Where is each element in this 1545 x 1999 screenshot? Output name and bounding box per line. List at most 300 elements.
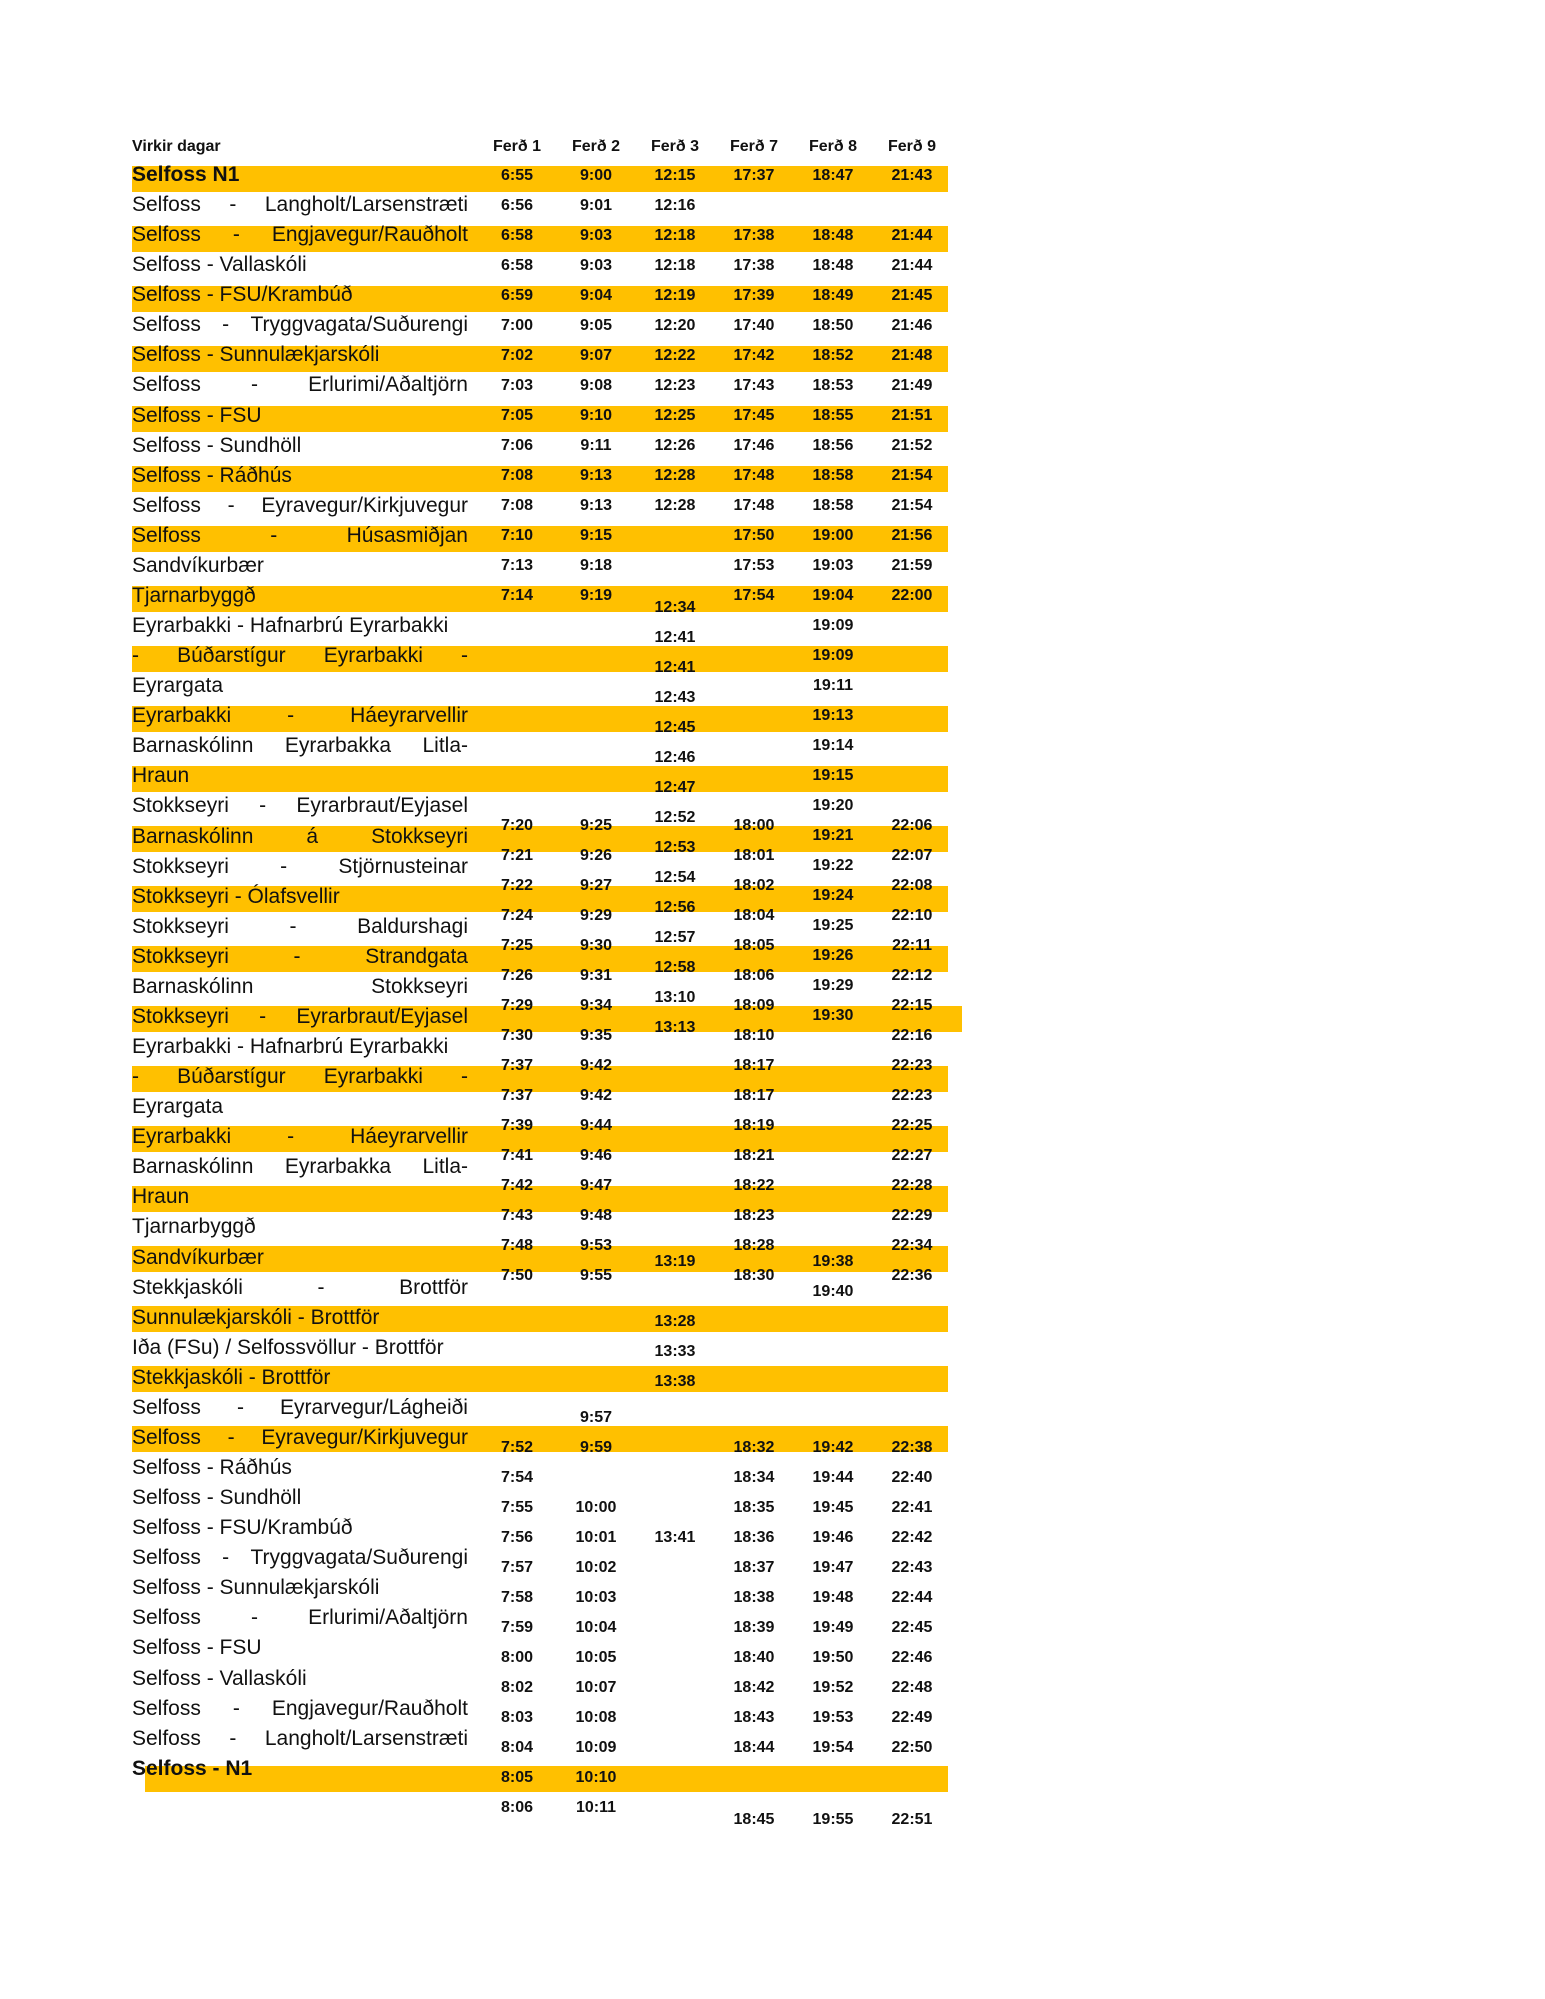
stop-name-part: Engjavegur/Rauðholt [271,1697,468,1720]
ferd-7-departure-time: 17:39 [733,287,775,304]
ferd-8-departure-time: 19:40 [812,1283,854,1300]
ferd-7-departure-time: 18:23 [733,1207,775,1224]
ferd-2-departure-time: 10:00 [575,1499,617,1516]
ferd-1-departure-time: 7:03 [500,377,534,394]
ferd-9-departure-time: 21:43 [891,167,933,184]
ferd-7-departure-time: 18:00 [733,817,775,834]
ferd-8-departure-time: 19:04 [812,587,854,604]
stop-name [132,1212,468,1242]
ferd-2-departure-time: 9:44 [579,1117,613,1134]
stop-name-part: - [287,704,295,727]
ferd-1-departure-time: 6:55 [500,167,534,184]
ferd-7-departure-time: 17:53 [733,557,775,574]
ferd-7-departure-time: 18:34 [733,1469,775,1486]
ferd-3-departure-time: 12:18 [654,227,696,244]
stop-name-part: - [229,193,237,216]
stop-name-part: - [132,1065,139,1088]
ferd-2-departure-time: 9:07 [579,347,613,364]
ferd-7-departure-time: 18:37 [733,1559,775,1576]
stop-name-part: Stokkseyri [132,945,229,968]
ferd-8-departure-time: 18:47 [812,167,854,184]
timetable-title: Virkir dagar [132,138,221,155]
ferd-7-departure-time: 18:05 [733,937,775,954]
ferd-9-departure-time: 22:40 [891,1469,933,1486]
ferd-8-departure-time: 19:03 [812,557,854,574]
stop-name-part: - [259,794,267,817]
ferd-8-departure-time: 19:13 [812,707,854,724]
stop-name-part: Hraun [132,764,190,787]
stop-name [132,220,468,250]
stop-name [132,1002,468,1032]
ferd-1-departure-time: 6:58 [500,257,534,274]
ferd-8-departure-time: 18:58 [812,467,854,484]
stop-name-part: Erlurimi/Aðaltjörn [308,373,468,396]
stop-name-part: Stokkseyri [132,794,229,817]
stop-name-part: Stekkjaskóli [132,1276,243,1299]
ferd-1-departure-time: 6:56 [500,197,534,214]
stop-name-part: Barnaskólinn [132,825,254,848]
ferd-1-departure-time: 7:39 [500,1117,534,1134]
ferd-1-departure-time: 7:42 [500,1177,534,1194]
stop-name-part: Stekkjaskóli - Brottför [132,1366,331,1389]
stop-name-part: - [250,1606,258,1629]
stop-name-part: Eyrarbraut/Eyjasel [296,1005,468,1028]
ferd-8-departure-time: 19:26 [812,947,854,964]
stop-name [132,972,468,1002]
ferd-1-departure-time: 7:05 [500,407,534,424]
stop-name-part: Selfoss [132,373,201,396]
stop-name-part: Tjarnarbyggð [132,584,256,607]
stop-name [132,1363,468,1393]
stop-name [132,340,468,370]
ferd-2-departure-time: 9:42 [579,1087,613,1104]
stop-name-part: Eyrarvegur/Lágheiði [280,1396,468,1419]
stop-name-part: Selfoss - Sunnulækjarskóli [132,1576,380,1599]
stop-name-part: Brottför [399,1276,468,1299]
ferd-2-departure-time: 9:35 [579,1027,613,1044]
ferd-1-departure-time: 7:59 [500,1619,534,1636]
ferd-3-departure-time: 12:16 [654,197,696,214]
ferd-3-departure-time: 12:23 [654,377,696,394]
ferd-2-departure-time: 10:02 [575,1559,617,1576]
ferd-1-departure-time: 7:10 [500,527,534,544]
stop-name-part: Selfoss - Sundhöll [132,434,302,457]
stop-name-part: Selfoss [132,1606,201,1629]
ferd-2-departure-time: 9:01 [579,197,613,214]
ferd-3-departure-time: 12:53 [654,839,696,856]
stop-name-part: Eyrarbakki [132,1125,232,1148]
ferd-7-departure-time: 18:38 [733,1589,775,1606]
ferd-1-departure-time: 7:08 [500,467,534,484]
ferd-8-departure-time: 19:00 [812,527,854,544]
ferd-3-departure-time: 12:18 [654,257,696,274]
stop-name [132,912,468,942]
ferd-7-departure-time: 18:30 [733,1267,775,1284]
ferd-7-departure-time: 17:50 [733,527,775,544]
ferd-3-departure-time: 12:41 [654,659,696,676]
ferd-7-departure-time: 18:02 [733,877,775,894]
stop-name-part: Eyrargata [132,1095,224,1118]
ferd-1-departure-time: 7:14 [500,587,534,604]
ferd-7-departure-time: 17:42 [733,347,775,364]
stop-name [132,190,468,220]
ferd-2-departure-time: 9:47 [579,1177,613,1194]
stop-name-part: - [132,644,139,667]
ferd-8-departure-time: 19:42 [812,1439,854,1456]
ferd-8-departure-time: 18:48 [812,227,854,244]
ferd-7-departure-time: 18:09 [733,997,775,1014]
ferd-7-departure-time: 17:43 [733,377,775,394]
stop-name-part: Litla- [422,734,468,757]
ferd-3-departure-time: 13:28 [654,1313,696,1330]
stop-name-part: Selfoss - Sunnulækjarskóli [132,343,380,366]
stop-name-part: - [280,855,288,878]
ferd-8-departure-time: 19:22 [812,857,854,874]
ferd-1-departure-time: 6:59 [500,287,534,304]
ferd-1-departure-time: 7:37 [500,1087,534,1104]
ferd-1-departure-time: 7:37 [500,1057,534,1074]
ferd-3-departure-time: 12:26 [654,437,696,454]
stop-name-part: - [222,313,230,336]
ferd-8-departure-time: 19:09 [812,647,854,664]
stop-name-part: Selfoss [132,1546,201,1569]
stop-name-part: Selfoss [132,193,201,216]
ferd-2-departure-time: 10:07 [575,1679,617,1696]
stop-name-part: - [250,373,258,396]
ferd-8-departure-time: 18:52 [812,347,854,364]
ferd-9-departure-time: 22:29 [891,1207,933,1224]
stop-name-part: Barnaskólinn [132,1155,254,1178]
ferd-7-departure-time: 17:48 [733,467,775,484]
ferd-8-departure-time: 18:56 [812,437,854,454]
stop-name-part: Stokkseyri [132,915,229,938]
ferd-9-departure-time: 22:48 [891,1679,933,1696]
ferd-3-departure-time: 12:25 [654,407,696,424]
ferd-8-departure-time: 18:50 [812,317,854,334]
stop-name-part: Sandvíkurbær [132,1246,264,1269]
ferd-1-departure-time: 7:24 [500,907,534,924]
ferd-1-departure-time: 7:58 [500,1589,534,1606]
trip-header-1: Ferð 1 [492,138,541,155]
ferd-9-departure-time: 22:28 [891,1177,933,1194]
ferd-7-departure-time: 18:40 [733,1649,775,1666]
ferd-2-departure-time: 9:25 [579,817,613,834]
ferd-7-departure-time: 18:01 [733,847,775,864]
ferd-7-departure-time: 18:22 [733,1177,775,1194]
ferd-9-departure-time: 22:41 [891,1499,933,1516]
stop-name [132,611,468,641]
stop-name-part: Selfoss - Ráðhús [132,464,292,487]
ferd-9-departure-time: 21:54 [891,467,933,484]
ferd-7-departure-time: 17:38 [733,227,775,244]
ferd-9-departure-time: 22:15 [891,997,933,1014]
ferd-7-departure-time: 17:54 [733,587,775,604]
ferd-7-departure-time: 18:39 [733,1619,775,1636]
ferd-9-departure-time: 22:43 [891,1559,933,1576]
ferd-2-departure-time: 10:10 [575,1769,617,1786]
ferd-2-departure-time: 9:03 [579,257,613,274]
ferd-9-departure-time: 22:16 [891,1027,933,1044]
ferd-2-departure-time: 9:46 [579,1147,613,1164]
ferd-9-departure-time: 21:44 [891,257,933,274]
stop-name-part: Háeyrarvellir [350,704,468,727]
ferd-2-departure-time: 9:30 [579,937,613,954]
stop-name-part: Erlurimi/Aðaltjörn [308,1606,468,1629]
ferd-1-departure-time: 7:06 [500,437,534,454]
stop-name-part: - [317,1276,325,1299]
ferd-3-departure-time: 12:34 [654,599,696,616]
ferd-7-departure-time: 18:43 [733,1709,775,1726]
stop-name-part: - [461,1065,468,1088]
ferd-1-departure-time: 7:55 [500,1499,534,1516]
ferd-3-departure-time: 12:52 [654,809,696,826]
stop-name-part: Selfoss [132,1697,201,1720]
stop-name-part: Selfoss - Vallaskóli [132,253,307,276]
ferd-2-departure-time: 9:04 [579,287,613,304]
ferd-8-departure-time: 19:29 [812,977,854,994]
ferd-9-departure-time: 22:06 [891,817,933,834]
stop-name-part: - [232,1697,240,1720]
ferd-7-departure-time: 18:04 [733,907,775,924]
ferd-1-departure-time: 8:04 [500,1739,534,1756]
ferd-9-departure-time: 22:51 [891,1811,933,1828]
ferd-8-departure-time: 19:45 [812,1499,854,1516]
ferd-1-departure-time: 7:26 [500,967,534,984]
ferd-3-departure-time: 12:56 [654,899,696,916]
stop-name-part: Eyrarbakki - Hafnarbrú Eyrarbakki [132,614,449,637]
ferd-2-departure-time: 9:27 [579,877,613,894]
ferd-3-departure-time: 12:58 [654,959,696,976]
ferd-2-departure-time: 9:03 [579,227,613,244]
ferd-7-departure-time: 17:37 [733,167,775,184]
ferd-9-departure-time: 22:00 [891,587,933,604]
ferd-3-departure-time: 13:10 [654,989,696,1006]
ferd-3-departure-time: 12:19 [654,287,696,304]
ferd-8-departure-time: 18:58 [812,497,854,514]
stop-name-part: Baldurshagi [357,915,468,938]
stop-name-part: Eyrarbakki [323,1065,423,1088]
stop-name-part: Stokkseyri [371,825,468,848]
stop-name [132,461,468,491]
stop-name-part: Selfoss N1 [132,163,240,186]
ferd-8-departure-time: 19:25 [812,917,854,934]
stop-name [132,1062,468,1092]
stop-name-part: Stokkseyri [132,855,229,878]
ferd-2-departure-time: 9:08 [579,377,613,394]
ferd-7-departure-time: 18:19 [733,1117,775,1134]
stop-name-part: Eyrarbakki [132,704,232,727]
ferd-8-departure-time: 19:09 [812,617,854,634]
ferd-1-departure-time: 8:02 [500,1679,534,1696]
stop-name-part: Eyravegur/Kirkjuvegur [261,1426,468,1449]
stop-name [132,882,468,912]
ferd-1-departure-time: 7:21 [500,847,534,864]
stop-name-part: Strandgata [365,945,468,968]
ferd-2-departure-time: 9:29 [579,907,613,924]
stop-name [132,160,468,190]
stop-name [132,1333,468,1363]
stop-name [132,1573,468,1603]
ferd-2-departure-time: 10:04 [575,1619,617,1636]
stop-name-part: - [232,223,240,246]
ferd-9-departure-time: 22:36 [891,1267,933,1284]
stop-name [132,1182,468,1212]
ferd-1-departure-time: 7:57 [500,1559,534,1576]
ferd-1-departure-time: 7:13 [500,557,534,574]
ferd-3-departure-time: 12:28 [654,467,696,484]
stop-name [132,1032,468,1062]
stop-name [132,581,468,611]
stop-name-part: Barnaskólinn [132,975,254,998]
ferd-9-departure-time: 22:42 [891,1529,933,1546]
ferd-8-departure-time: 19:52 [812,1679,854,1696]
ferd-1-departure-time: 7:50 [500,1267,534,1284]
ferd-1-departure-time: 8:05 [500,1769,534,1786]
ferd-3-departure-time: 13:13 [654,1019,696,1036]
stop-name [132,401,468,431]
ferd-8-departure-time: 19:54 [812,1739,854,1756]
stop-name [132,491,468,521]
ferd-3-departure-time: 12:45 [654,719,696,736]
trip-header-7: Ferð 7 [729,138,778,155]
stop-name [132,431,468,461]
stop-name [132,250,468,280]
ferd-9-departure-time: 21:48 [891,347,933,364]
ferd-9-departure-time: 21:51 [891,407,933,424]
ferd-8-departure-time: 18:53 [812,377,854,394]
stop-name-part: - [287,1125,295,1148]
ferd-1-departure-time: 7:08 [500,497,534,514]
stop-name [132,701,468,731]
ferd-7-departure-time: 18:17 [733,1057,775,1074]
stop-name-part: - [289,915,297,938]
stop-name-part: Hraun [132,1185,190,1208]
ferd-9-departure-time: 21:54 [891,497,933,514]
ferd-3-departure-time: 13:19 [654,1253,696,1270]
stop-name-part: Selfoss - FSU/Krambúð [132,1516,353,1539]
ferd-9-departure-time: 21:44 [891,227,933,244]
stop-name-part: - [293,945,301,968]
stop-name-part: Eyrarbakka [284,1155,392,1178]
stop-name-part: - [270,524,278,547]
ferd-2-departure-time: 9:55 [579,1267,613,1284]
stop-name-part: - [229,1727,237,1750]
stop-name-part: Sandvíkurbær [132,554,264,577]
ferd-1-departure-time: 7:29 [500,997,534,1014]
stop-name-part: Langholt/Larsenstræti [264,1727,468,1750]
ferd-3-departure-time: 12:54 [654,869,696,886]
stop-name-part: Búðarstígur [177,1065,286,1088]
stop-name [132,1664,468,1694]
ferd-2-departure-time: 10:01 [575,1529,617,1546]
ferd-8-departure-time: 18:55 [812,407,854,424]
stop-name [132,641,468,671]
stop-name-part: Stokkseyri [132,1005,229,1028]
ferd-7-departure-time: 17:45 [733,407,775,424]
ferd-2-departure-time: 9:00 [579,167,613,184]
stop-name-part: Selfoss - N1 [132,1757,253,1780]
stop-name-part: Sunnulækjarskóli - Brottför [132,1306,380,1329]
stop-name-part: Iða (FSu) / Selfossvöllur - Brottför [132,1336,444,1359]
ferd-9-departure-time: 22:12 [891,967,933,984]
stop-name-part: Búðarstígur [177,644,286,667]
ferd-7-departure-time: 18:45 [733,1811,775,1828]
ferd-1-departure-time: 7:30 [500,1027,534,1044]
stop-name-part: - [461,644,468,667]
ferd-2-departure-time: 9:11 [580,437,612,454]
ferd-1-departure-time: 7:00 [500,317,534,334]
ferd-8-departure-time: 19:49 [812,1619,854,1636]
stop-name-part: - [236,1396,244,1419]
trip-header-3: Ferð 3 [650,138,699,155]
ferd-8-departure-time: 19:47 [812,1559,854,1576]
stop-name-part: Selfoss [132,494,201,517]
stop-name-part: Selfoss [132,223,201,246]
ferd-9-departure-time: 22:27 [891,1147,933,1164]
stop-name-part: Selfoss [132,1396,201,1419]
ferd-9-departure-time: 22:23 [891,1087,933,1104]
stop-name-part: Eyrarbakki [323,644,423,667]
stop-name [132,1273,468,1303]
stop-name [132,370,468,400]
stop-name [132,1513,468,1543]
ferd-3-departure-time: 13:38 [654,1373,696,1390]
stop-name [132,852,468,882]
stop-name-part: Húsasmiðjan [346,524,468,547]
ferd-7-departure-time: 17:38 [733,257,775,274]
ferd-1-departure-time: 7:48 [500,1237,534,1254]
ferd-2-departure-time: 9:48 [579,1207,613,1224]
stop-name-part: - [259,1005,267,1028]
ferd-1-departure-time: 7:43 [500,1207,534,1224]
ferd-9-departure-time: 22:34 [891,1237,933,1254]
ferd-8-departure-time: 19:30 [812,1007,854,1024]
stop-name [132,1423,468,1453]
stop-name-part: Selfoss [132,524,201,547]
ferd-8-departure-time: 19:53 [812,1709,854,1726]
ferd-3-departure-time: 12:43 [654,689,696,706]
stop-name [132,1603,468,1633]
ferd-9-departure-time: 21:45 [891,287,933,304]
stop-name [132,1694,468,1724]
ferd-1-departure-time: 7:52 [500,1439,534,1456]
ferd-9-departure-time: 21:59 [891,557,933,574]
ferd-8-departure-time: 19:20 [812,797,854,814]
stop-name [132,1152,468,1182]
ferd-8-departure-time: 19:24 [812,887,854,904]
ferd-8-departure-time: 19:38 [812,1253,854,1270]
stop-name-part: Selfoss - Ráðhús [132,1456,292,1479]
stop-name-part: Selfoss - FSU [132,1636,262,1659]
stop-name-part: Litla- [422,1155,468,1178]
ferd-7-departure-time: 17:48 [733,497,775,514]
ferd-2-departure-time: 9:34 [579,997,613,1014]
stop-name [132,1754,468,1784]
stop-name-part: Selfoss [132,1727,201,1750]
stop-name-part: Selfoss - FSU/Krambúð [132,283,353,306]
ferd-2-departure-time: 10:05 [575,1649,617,1666]
stop-name-part: Eyrarbakki - Hafnarbrú Eyrarbakki [132,1035,449,1058]
stop-name [132,761,468,791]
ferd-9-departure-time: 22:45 [891,1619,933,1636]
stop-name [132,1243,468,1273]
ferd-9-departure-time: 22:46 [891,1649,933,1666]
ferd-2-departure-time: 9:13 [579,497,613,514]
ferd-8-departure-time: 19:11 [812,677,854,694]
stop-name [132,822,468,852]
ferd-9-departure-time: 22:08 [891,877,933,894]
ferd-2-departure-time: 10:09 [575,1739,617,1756]
